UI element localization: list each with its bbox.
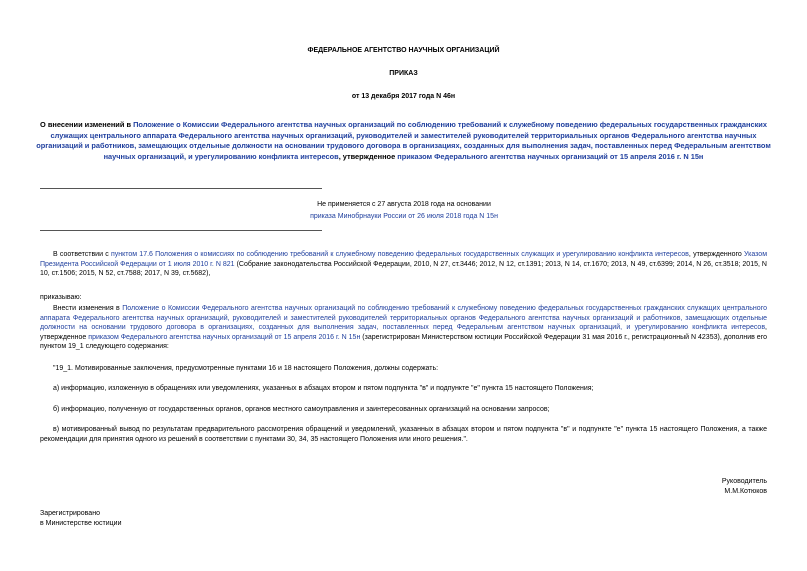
p1-link1[interactable]: пунктом 17.6 Положения о комиссиях по соблюдению требований к служебному поведению федеральных государственных служащих и урегулированию конфликта интересов — [110, 251, 689, 258]
signature-name: М.М.Котюков — [724, 487, 767, 495]
validity-note — [250, 200, 558, 221]
title-mid: , утвержденное — [338, 151, 398, 161]
p1-text1: В соответствии с — [53, 251, 111, 258]
divider-top — [40, 188, 322, 189]
p2-text1: Внести изменения в — [53, 305, 123, 312]
preamble-paragraph — [40, 250, 767, 279]
quote-intro: "19_1. Мотивированные заключения, предусмотренные пунктами 16 и 18 настоящего Положения, должны содержать: — [53, 365, 439, 372]
p1-link2[interactable]: Указом Президента Российской Федерации от 1 июля 2010 г. N 821 — [40, 251, 768, 268]
document-title — [36, 120, 771, 162]
p1-text3: (Собрание законодательства Российской Федерации, 2010, N 27, ст.3446; 2012, N 12, ст.1391; 2013, N 14, ст.1670; 2013, N 49, ст.6399; 2014, N 26, ст.3518; 2015, N 10, ст.1506; 2015, N 52, ст.7588; 2017, N 39, ст.5682), — [40, 260, 767, 278]
divider-bottom — [40, 230, 322, 231]
order-word: приказываю: — [40, 294, 82, 301]
title-prefix: О внесении изменений в — [40, 120, 134, 129]
item-v: в) мотивированный вывод по результатам предварительного рассмотрения обращений и уведомлений, указанных в абзацах втором и пятом подпункта "в" и подпункте "е" пункта 15 настоящего Положения, а также рекомендации для принятия одного из решений в соответствии с пунктами 30, 34, 35 настоящего Положения или иного решения.". — [40, 426, 767, 443]
title-order-link[interactable]: приказом Федерального агентства научных организаций от 15 апреля 2016 г. N 15н — [397, 151, 704, 161]
registration-block — [40, 509, 121, 528]
p2-text3: (зарегистрирован Министерством юстиции Российской Федерации 31 мая 2016 г., регистрационный N 42353), дополнив его пунктом 19_1 следующего содержания: — [40, 333, 767, 351]
order-date: от 13 декабря 2017 года N 46н — [351, 93, 456, 100]
note-line1: Не применяется с 27 августа 2018 года на основании — [317, 201, 491, 208]
signature-block — [722, 477, 767, 496]
signature-role: Руководитель — [721, 478, 767, 485]
order-heading: ПРИКАЗ — [389, 70, 418, 77]
agency-name: ФЕДЕРАЛЬНОЕ АГЕНТСТВО НАУЧНЫХ ОРГАНИЗАЦИЙ — [307, 47, 500, 54]
item-a: а) информацию, изложенную в обращениях или уведомлениях, указанных в абзацах втором и пятом подпункта "в" и подпункте "е" пункта 15 настоящего Положения; — [53, 385, 594, 392]
item-b: б) информацию, полученную от государственных органов, органов местного самоуправления и заинтересованных организаций на основании запросов; — [53, 406, 550, 413]
title-regulation-link[interactable]: Положение о Комиссии Федерального агентства научных организаций по соблюдению требований к служебному поведению федеральных государственных гражданских служащих центрального аппарата Федерального агентства научных организаций, руководителей и заместителей руководителей территориальных органов Федерального агентства научных организаций и работников, замещающих отдельные должности на основании трудового договора в организациях, созданных для выполнения задач, поставленных перед Федеральным агентством научных организаций, и урегулированию конфликта интересов — [36, 120, 771, 161]
main-paragraph — [40, 304, 767, 352]
registration-line1: Зарегистрировано — [40, 510, 100, 517]
p2-link1[interactable]: Положение о Комиссии Федерального агентства научных организаций по соблюдению требований к служебному поведению федеральных государственных гражданских служащих центрального аппарата Федерального агентства научных организаций, руководителей и заместителей руководителей территориальных органов Федерального агентства научных организаций и работников, замещающих отдельные должности на основании трудового договора в организациях, созданных для выполнения задач, поставленных перед Федеральным агентством научных организаций, и урегулированию конфликта интересов — [40, 305, 767, 332]
registration-line2: в Министерстве юстиции — [40, 519, 122, 527]
p2-text2: , утвержденное — [40, 324, 767, 341]
p1-text2: , утвержденного — [688, 251, 745, 258]
note-link[interactable]: приказа Минобрнауки России от 26 июля 2018 года N 15н — [310, 212, 498, 220]
p2-link2[interactable]: приказом Федерального агентства научных организаций от 15 апреля 2016 г. N 15н — [88, 333, 361, 341]
